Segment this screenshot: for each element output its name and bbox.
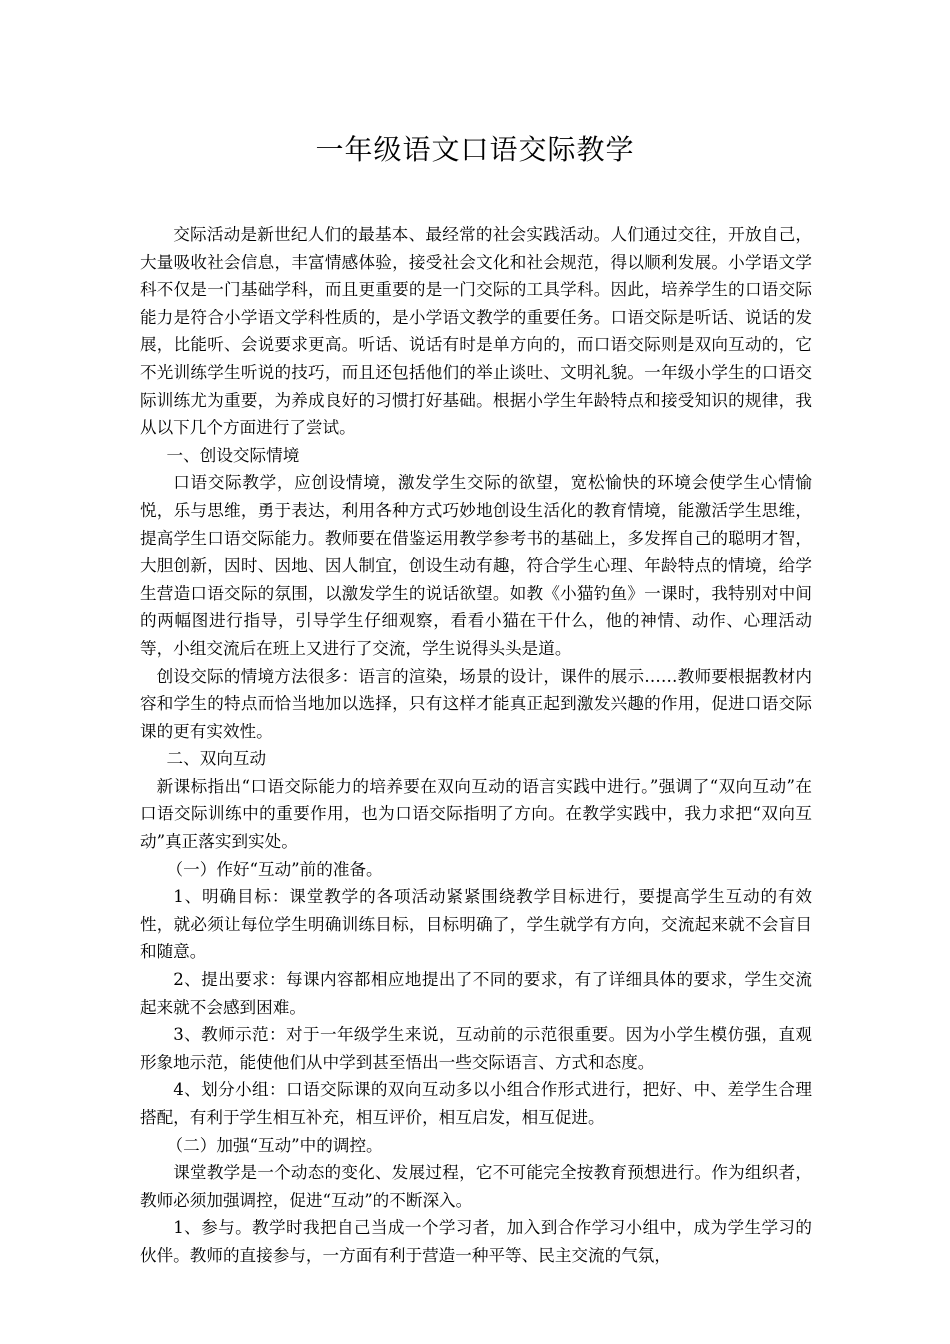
section-heading-2: 二、双向互动 (166, 749, 267, 769)
paragraph: 课堂教学是一个动态的变化、发展过程，它不可能完全按教育预想进行。作为组织者，教师必须加强调控，促进“互动”的不断深入。 (140, 1163, 812, 1210)
subsection-heading-1: （一）作好“互动”前的准备。 (166, 859, 383, 879)
list-item: 4、划分小组：口语交际课的双向互动多以小组合作形式进行，把好、中、差学生合理搭配，有利于学生相互补充，相互评价，相互启发，相互促进。 (140, 1080, 812, 1127)
list-item: 2、提出要求：每课内容都相应地提出了不同的要求，有了详细具体的要求，学生交流起来就不会感到困难。 (140, 970, 812, 1017)
paragraph-intro: 交际活动是新世纪人们的最基本、最经常的社会实践活动。人们通过交往，开放自己，大量吸收社会信息，丰富情感体验，接受社会文化和社会规范，得以顺利发展。小学语文学科不仅是一门基础学科，而且更重要的是一门交际的工具学科。因此，培养学生的口语交际能力是符合小学语文学科性质的，是小学语文教学的重要任务。口语交际是听话、说话的发展，比能听、会说要求更高。听话、说话有时是单方向的，而口语交际则是双向互动的，它不光训练学生听说的技巧，而且还包括他们的举止谈吐、文明礼貌。一年级小学生的口语交际训练尤为重要，为养成良好的习惯打好基础。根据小学生年龄特点和接受知识的规律，我从以下几个方面进行了尝试。 (140, 225, 812, 438)
list-item: 1、明确目标：课堂教学的各项活动紧紧围绕教学目标进行，要提高学生互动的有效性，就必须让每位学生明确训练目标，目标明确了，学生就学有方向，交流起来就不会盲目和随意。 (140, 887, 812, 962)
document-body (140, 221, 812, 1270)
paragraph: 口语交际教学，应创设情境，激发学生交际的欲望，宽松愉快的环境会使学生心情愉悦，乐与思维，勇于表达，利用各种方式巧妙地创设生活化的教育情境，能激活学生思维，提高学生口语交际能力。教师要在借鉴运用教学参考书的基础上，多发挥自己的聪明才智，大胆创新，因时、因地、因人制宜，创设生动有趣，符合学生心理、年龄特点的情境，给学生营造口语交际的氛围，以激发学生的说话欲望。如教《小猫钓鱼》一课时，我特别对中间的两幅图进行指导，引导学生仔细观察，看看小猫在干什么，他的神情、动作、心理活动等，小组交流后在班上又进行了交流，学生说得头头是道。 (140, 473, 812, 658)
list-item: 1、参与。教学时我把自己当成一个学习者，加入到合作学习小组中，成为学生学习的伙伴。教师的直接参与，一方面有利于营造一种平等、民主交流的气氛， (140, 1218, 812, 1265)
paragraph: 创设交际的情境方法很多：语言的渲染，场景的设计，课件的展示……教师要根据教材内容和学生的特点而恰当地加以选择，只有这样才能真正起到激发兴趣的作用，促进口语交际课的更有实效性。 (140, 666, 812, 741)
section-heading-1: 一、创设交际情境 (166, 445, 300, 465)
document-title: 一年级语文口语交际教学 (315, 133, 635, 166)
subsection-heading-2: （二）加强“互动”中的调控。 (166, 1135, 383, 1155)
list-item: 3、教师示范：对于一年级学生来说，互动前的示范很重要。因为小学生模仿强，直观形象地示范，能使他们从中学到甚至悟出一些交际语言、方式和态度。 (140, 1025, 812, 1072)
paragraph: 新课标指出“口语交际能力的培养要在双向互动的语言实践中进行。”强调了“双向互动”在口语交际训练中的重要作用，也为口语交际指明了方向。在教学实践中，我力求把“双向互动”真正落实到实处。 (140, 776, 812, 852)
